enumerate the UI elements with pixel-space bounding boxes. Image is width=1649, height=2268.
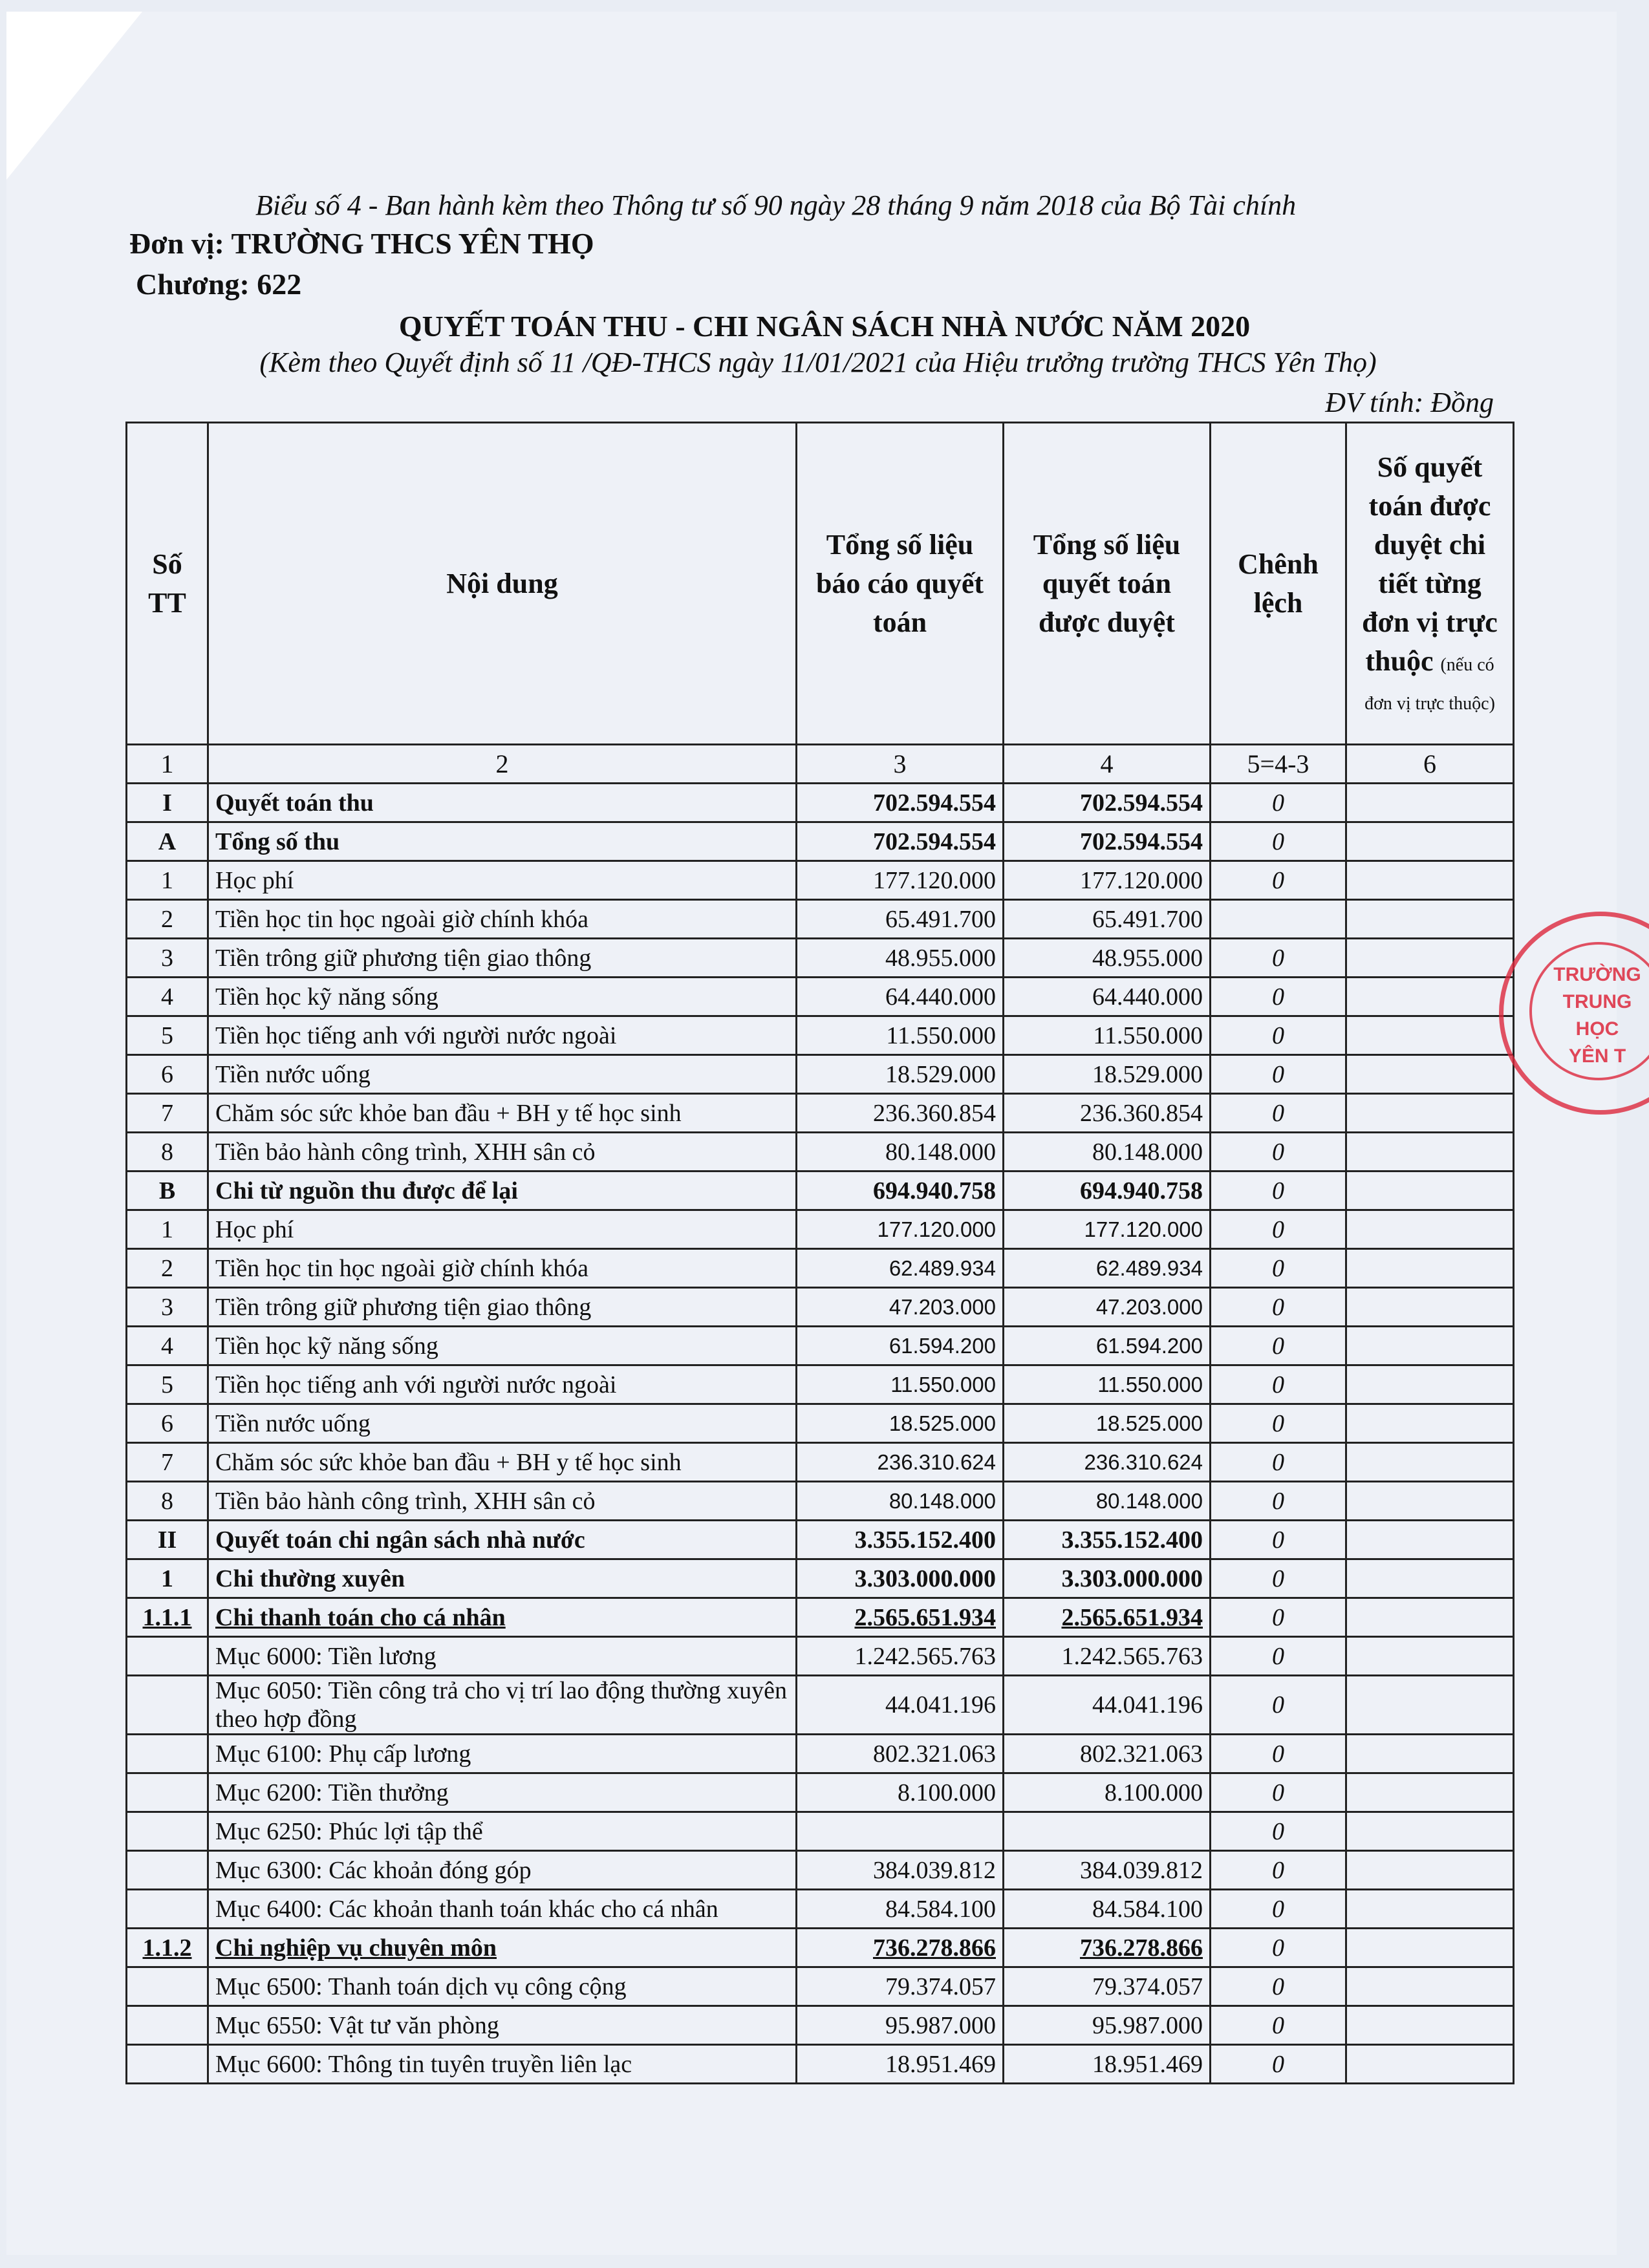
row-stt-cell: A <box>127 822 208 861</box>
row-detail-cell <box>1346 900 1514 939</box>
row-reported-cell: 18.951.469 <box>797 2045 1004 2084</box>
row-approved-cell: 80.148.000 <box>1004 1482 1211 1521</box>
row-approved-cell: 384.039.812 <box>1004 1851 1211 1890</box>
row-diff-cell: 0 <box>1211 822 1346 861</box>
table-row <box>127 1598 1514 1637</box>
row-diff-cell: 0 <box>1211 1443 1346 1482</box>
row-detail-cell <box>1346 1521 1514 1559</box>
row-diff-cell: 0 <box>1211 1288 1346 1327</box>
row-content-cell: Mục 6050: Tiền công trả cho vị trí lao động thường xuyên theo hợp đồng <box>208 1676 797 1735</box>
row-approved-cell: 2.565.651.934 <box>1004 1598 1211 1637</box>
col-header-detail <box>1346 423 1514 745</box>
row-reported-cell: 62.489.934 <box>797 1249 1004 1288</box>
row-approved-cell: 3.303.000.000 <box>1004 1559 1211 1598</box>
row-stt-cell: 1.1.2 <box>127 1929 208 1967</box>
row-approved-cell: 736.278.866 <box>1004 1929 1211 1967</box>
row-content-cell: Tiền nước uống <box>208 1055 797 1094</box>
row-detail-cell <box>1346 1735 1514 1773</box>
row-detail-cell <box>1346 784 1514 822</box>
table-row <box>127 822 1514 861</box>
row-diff-cell: 0 <box>1211 978 1346 1016</box>
row-diff-cell: 0 <box>1211 1016 1346 1055</box>
row-stt-cell: 5 <box>127 1365 208 1404</box>
row-reported-cell: 44.041.196 <box>797 1676 1004 1735</box>
index-cell: 5=4-3 <box>1211 745 1346 784</box>
table-row <box>127 1055 1514 1094</box>
row-content-cell: Tiền học tiếng anh với người nước ngoài <box>208 1016 797 1055</box>
row-content-cell: Mục 6000: Tiền lương <box>208 1637 797 1676</box>
table-row <box>127 1812 1514 1851</box>
row-content-cell: Mục 6200: Tiền thưởng <box>208 1773 797 1812</box>
row-content-cell: Tiền nước uống <box>208 1404 797 1443</box>
row-content-cell: Tiền bảo hành công trình, XHH sân cỏ <box>208 1133 797 1171</box>
row-stt-cell <box>127 1735 208 1773</box>
row-diff-cell: 0 <box>1211 1559 1346 1598</box>
table-row <box>127 1404 1514 1443</box>
row-detail-cell <box>1346 1890 1514 1929</box>
row-content-cell: Chăm sóc sức khỏe ban đầu + BH y tế học sinh <box>208 1094 797 1133</box>
row-detail-cell <box>1346 1598 1514 1637</box>
row-diff-cell: 0 <box>1211 2045 1346 2084</box>
index-cell: 2 <box>208 745 797 784</box>
table-row <box>127 1773 1514 1812</box>
row-diff-cell: 0 <box>1211 1365 1346 1404</box>
row-detail-cell <box>1346 1404 1514 1443</box>
row-content-cell: Mục 6600: Thông tin tuyên truyền liên lạc <box>208 2045 797 2084</box>
row-approved-cell: 802.321.063 <box>1004 1735 1211 1773</box>
row-stt-cell <box>127 1773 208 1812</box>
row-detail-cell <box>1346 1773 1514 1812</box>
row-diff-cell: 0 <box>1211 1735 1346 1773</box>
table-row <box>127 1967 1514 2006</box>
row-reported-cell: 177.120.000 <box>797 861 1004 900</box>
row-stt-cell <box>127 1812 208 1851</box>
row-stt-cell: I <box>127 784 208 822</box>
row-content-cell: Tiền bảo hành công trình, XHH sân cỏ <box>208 1482 797 1521</box>
row-stt-cell: 1 <box>127 1559 208 1598</box>
row-detail-cell <box>1346 1133 1514 1171</box>
row-diff-cell: 0 <box>1211 1967 1346 2006</box>
row-reported-cell: 11.550.000 <box>797 1016 1004 1055</box>
row-detail-cell <box>1346 1929 1514 1967</box>
row-content-cell: Tiền học tiếng anh với người nước ngoài <box>208 1365 797 1404</box>
row-diff-cell: 0 <box>1211 1404 1346 1443</box>
row-reported-cell: 18.529.000 <box>797 1055 1004 1094</box>
row-reported-cell: 61.594.200 <box>797 1327 1004 1365</box>
row-diff-cell: 0 <box>1211 1812 1346 1851</box>
row-reported-cell: 3.355.152.400 <box>797 1521 1004 1559</box>
row-approved-cell: 61.594.200 <box>1004 1327 1211 1365</box>
row-diff-cell: 0 <box>1211 939 1346 978</box>
row-stt-cell: 1.1.1 <box>127 1598 208 1637</box>
table-row <box>127 1851 1514 1890</box>
table-row <box>127 2045 1514 2084</box>
row-reported-cell: 702.594.554 <box>797 784 1004 822</box>
row-approved-cell: 65.491.700 <box>1004 900 1211 939</box>
row-content-cell: Tiền học kỹ năng sống <box>208 978 797 1016</box>
row-approved-cell: 84.584.100 <box>1004 1890 1211 1929</box>
document-title: QUYẾT TOÁN THU - CHI NGÂN SÁCH NHÀ NƯỚC NĂM 2020 <box>398 310 1251 343</box>
table-row <box>127 1133 1514 1171</box>
table-row <box>127 1094 1514 1133</box>
row-diff-cell: 0 <box>1211 1521 1346 1559</box>
row-content-cell: Học phí <box>208 861 797 900</box>
table-row <box>127 1210 1514 1249</box>
row-stt-cell: 7 <box>127 1094 208 1133</box>
table-row <box>127 861 1514 900</box>
col-header-stt: Số TT <box>127 423 208 745</box>
row-stt-cell: B <box>127 1171 208 1210</box>
row-diff-cell: 0 <box>1211 1851 1346 1890</box>
row-reported-cell: 702.594.554 <box>797 822 1004 861</box>
row-detail-cell <box>1346 1482 1514 1521</box>
row-stt-cell: 6 <box>127 1055 208 1094</box>
row-diff-cell: 0 <box>1211 861 1346 900</box>
row-content-cell: Tiền trông giữ phương tiện giao thông <box>208 939 797 978</box>
row-content-cell: Mục 6100: Phụ cấp lương <box>208 1735 797 1773</box>
row-reported-cell: 384.039.812 <box>797 1851 1004 1890</box>
index-cell: 3 <box>797 745 1004 784</box>
table-row <box>127 1929 1514 1967</box>
row-stt-cell: 8 <box>127 1133 208 1171</box>
row-reported-cell: 8.100.000 <box>797 1773 1004 1812</box>
table-row <box>127 1171 1514 1210</box>
row-detail-cell <box>1346 1812 1514 1851</box>
row-diff-cell: 0 <box>1211 1890 1346 1929</box>
row-stt-cell <box>127 1676 208 1735</box>
column-index-row <box>127 745 1514 784</box>
row-approved-cell: 18.525.000 <box>1004 1404 1211 1443</box>
row-approved-cell: 694.940.758 <box>1004 1171 1211 1210</box>
row-approved-cell: 177.120.000 <box>1004 1210 1211 1249</box>
table-header-row <box>127 423 1514 745</box>
row-stt-cell: 4 <box>127 978 208 1016</box>
row-stt-cell <box>127 2006 208 2045</box>
row-detail-cell <box>1346 2006 1514 2045</box>
row-detail-cell <box>1346 1365 1514 1404</box>
row-reported-cell: 48.955.000 <box>797 939 1004 978</box>
row-stt-cell: 5 <box>127 1016 208 1055</box>
row-diff-cell: 0 <box>1211 1133 1346 1171</box>
row-approved-cell: 18.529.000 <box>1004 1055 1211 1094</box>
row-approved-cell <box>1004 1812 1211 1851</box>
row-content-cell: Chi từ nguồn thu được để lại <box>208 1171 797 1210</box>
row-detail-cell <box>1346 1559 1514 1598</box>
row-diff-cell: 0 <box>1211 2006 1346 2045</box>
row-approved-cell: 18.951.469 <box>1004 2045 1211 2084</box>
row-diff-cell: 0 <box>1211 1327 1346 1365</box>
table-row <box>127 1288 1514 1327</box>
col-header-approved: Tổng số liệu quyết toán được duyệt <box>1004 423 1211 745</box>
row-reported-cell <box>797 1812 1004 1851</box>
row-content-cell: Chi thường xuyên <box>208 1559 797 1598</box>
row-approved-cell: 80.148.000 <box>1004 1133 1211 1171</box>
row-stt-cell: 8 <box>127 1482 208 1521</box>
table-row <box>127 1327 1514 1365</box>
row-diff-cell: 0 <box>1211 1094 1346 1133</box>
row-content-cell: Mục 6550: Vật tư văn phòng <box>208 2006 797 2045</box>
row-content-cell: Chăm sóc sức khỏe ban đầu + BH y tế học sinh <box>208 1443 797 1482</box>
table-row <box>127 1735 1514 1773</box>
folded-corner <box>6 12 142 180</box>
row-stt-cell: 2 <box>127 900 208 939</box>
document-subtitle: (Kèm theo Quyết định số 11 /QĐ-THCS ngày 11/01/2021 của Hiệu trưởng trường THCS Yên Thọ) <box>259 347 1377 378</box>
row-reported-cell: 47.203.000 <box>797 1288 1004 1327</box>
row-detail-cell <box>1346 1637 1514 1676</box>
table-row <box>127 1890 1514 1929</box>
row-approved-cell: 62.489.934 <box>1004 1249 1211 1288</box>
row-diff-cell: 0 <box>1211 1773 1346 1812</box>
row-content-cell: Tiền trông giữ phương tiện giao thông <box>208 1288 797 1327</box>
row-stt-cell <box>127 1637 208 1676</box>
form-reference-note: Biểu số 4 - Ban hành kèm theo Thông tư số 90 ngày 28 tháng 9 năm 2018 của Bộ Tài chính <box>255 189 1297 221</box>
table-row <box>127 1365 1514 1404</box>
row-detail-cell <box>1346 861 1514 900</box>
col-header-reported: Tổng số liệu báo cáo quyết toán <box>797 423 1004 745</box>
row-content-cell: Quyết toán thu <box>208 784 797 822</box>
row-detail-cell <box>1346 1676 1514 1735</box>
settlement-table <box>125 422 1514 2084</box>
table-row <box>127 939 1514 978</box>
row-stt-cell: 1 <box>127 861 208 900</box>
row-stt-cell: 4 <box>127 1327 208 1365</box>
row-detail-cell <box>1346 1055 1514 1094</box>
row-diff-cell: 0 <box>1211 784 1346 822</box>
row-diff-cell: 0 <box>1211 1249 1346 1288</box>
row-content-cell: Tiền học tin học ngoài giờ chính khóa <box>208 1249 797 1288</box>
row-reported-cell: 236.360.854 <box>797 1094 1004 1133</box>
row-reported-cell: 84.584.100 <box>797 1890 1004 1929</box>
table-row <box>127 1637 1514 1676</box>
row-detail-cell <box>1346 1288 1514 1327</box>
row-approved-cell: 47.203.000 <box>1004 1288 1211 1327</box>
row-stt-cell: 1 <box>127 1210 208 1249</box>
row-approved-cell: 236.360.854 <box>1004 1094 1211 1133</box>
row-reported-cell: 736.278.866 <box>797 1929 1004 1967</box>
row-content-cell: Mục 6300: Các khoản đóng góp <box>208 1851 797 1890</box>
unit-name: Đơn vị: TRƯỜNG THCS YÊN THỌ <box>129 227 594 260</box>
row-approved-cell: 177.120.000 <box>1004 861 1211 900</box>
table-row <box>127 1676 1514 1735</box>
currency-unit-label: ĐV tính: Đồng <box>1325 387 1494 418</box>
row-content-cell: Quyết toán chi ngân sách nhà nước <box>208 1521 797 1559</box>
row-diff-cell: 0 <box>1211 1210 1346 1249</box>
row-diff-cell: 0 <box>1211 1171 1346 1210</box>
row-stt-cell <box>127 2045 208 2084</box>
row-stt-cell <box>127 1890 208 1929</box>
row-reported-cell: 64.440.000 <box>797 978 1004 1016</box>
row-content-cell: Tiền học kỹ năng sống <box>208 1327 797 1365</box>
row-detail-cell <box>1346 939 1514 978</box>
row-approved-cell: 44.041.196 <box>1004 1676 1211 1735</box>
row-reported-cell: 177.120.000 <box>797 1210 1004 1249</box>
row-stt-cell: 6 <box>127 1404 208 1443</box>
row-reported-cell: 3.303.000.000 <box>797 1559 1004 1598</box>
index-cell: 6 <box>1346 745 1514 784</box>
row-approved-cell: 79.374.057 <box>1004 1967 1211 2006</box>
table-row <box>127 2006 1514 2045</box>
row-content-cell: Chi thanh toán cho cá nhân <box>208 1598 797 1637</box>
row-detail-cell <box>1346 1327 1514 1365</box>
index-cell: 1 <box>127 745 208 784</box>
col-header-detail-note: (nếu có đơn vị trực thuộc) <box>1364 654 1495 714</box>
row-diff-cell: 0 <box>1211 1637 1346 1676</box>
table-row <box>127 784 1514 822</box>
row-diff-cell <box>1211 900 1346 939</box>
row-stt-cell: 2 <box>127 1249 208 1288</box>
row-stt-cell: 3 <box>127 939 208 978</box>
row-content-cell: Mục 6400: Các khoản thanh toán khác cho cá nhân <box>208 1890 797 1929</box>
table-row <box>127 1482 1514 1521</box>
row-reported-cell: 95.987.000 <box>797 2006 1004 2045</box>
stamp-text: TRƯỜNG TRUNG HỌC YÊN T <box>1553 964 1641 1067</box>
row-approved-cell: 702.594.554 <box>1004 784 1211 822</box>
row-reported-cell: 65.491.700 <box>797 900 1004 939</box>
row-detail-cell <box>1346 1210 1514 1249</box>
row-content-cell: Mục 6250: Phúc lợi tập thể <box>208 1812 797 1851</box>
table-row <box>127 1521 1514 1559</box>
chapter-code: Chương: 622 <box>136 268 302 301</box>
row-reported-cell: 11.550.000 <box>797 1365 1004 1404</box>
row-stt-cell: 7 <box>127 1443 208 1482</box>
row-approved-cell: 11.550.000 <box>1004 1016 1211 1055</box>
row-stt-cell <box>127 1967 208 2006</box>
row-approved-cell: 702.594.554 <box>1004 822 1211 861</box>
row-content-cell: Tiền học tin học ngoài giờ chính khóa <box>208 900 797 939</box>
row-detail-cell <box>1346 1016 1514 1055</box>
row-reported-cell: 802.321.063 <box>797 1735 1004 1773</box>
row-reported-cell: 80.148.000 <box>797 1482 1004 1521</box>
row-stt-cell: II <box>127 1521 208 1559</box>
row-approved-cell: 8.100.000 <box>1004 1773 1211 1812</box>
row-approved-cell: 1.242.565.763 <box>1004 1637 1211 1676</box>
row-diff-cell: 0 <box>1211 1598 1346 1637</box>
row-detail-cell <box>1346 2045 1514 2084</box>
row-content-cell: Học phí <box>208 1210 797 1249</box>
row-detail-cell <box>1346 1443 1514 1482</box>
row-approved-cell: 11.550.000 <box>1004 1365 1211 1404</box>
row-detail-cell <box>1346 1171 1514 1210</box>
col-header-content: Nội dung <box>208 423 797 745</box>
row-diff-cell: 0 <box>1211 1482 1346 1521</box>
row-reported-cell: 1.242.565.763 <box>797 1637 1004 1676</box>
row-detail-cell <box>1346 1967 1514 2006</box>
row-approved-cell: 236.310.624 <box>1004 1443 1211 1482</box>
table-row <box>127 1443 1514 1482</box>
row-reported-cell: 18.525.000 <box>797 1404 1004 1443</box>
row-detail-cell <box>1346 978 1514 1016</box>
row-approved-cell: 95.987.000 <box>1004 2006 1211 2045</box>
row-approved-cell: 48.955.000 <box>1004 939 1211 978</box>
col-header-detail-main: Số quyết toán được duyệt chi tiết từng đơn vị trực thuộc <box>1362 451 1498 677</box>
row-detail-cell <box>1346 1851 1514 1890</box>
row-reported-cell: 2.565.651.934 <box>797 1598 1004 1637</box>
table-row <box>127 1016 1514 1055</box>
row-diff-cell: 0 <box>1211 1929 1346 1967</box>
row-diff-cell: 0 <box>1211 1055 1346 1094</box>
row-approved-cell: 64.440.000 <box>1004 978 1211 1016</box>
col-header-diff: Chênh lệch <box>1211 423 1346 745</box>
row-detail-cell <box>1346 1249 1514 1288</box>
row-approved-cell: 3.355.152.400 <box>1004 1521 1211 1559</box>
table-row <box>127 1559 1514 1598</box>
row-content-cell: Mục 6500: Thanh toán dịch vụ công cộng <box>208 1967 797 2006</box>
row-stt-cell: 3 <box>127 1288 208 1327</box>
index-cell: 4 <box>1004 745 1211 784</box>
row-reported-cell: 236.310.624 <box>797 1443 1004 1482</box>
row-reported-cell: 79.374.057 <box>797 1967 1004 2006</box>
table-row <box>127 900 1514 939</box>
row-content-cell: Tổng số thu <box>208 822 797 861</box>
row-stt-cell <box>127 1851 208 1890</box>
row-content-cell: Chi nghiệp vụ chuyên môn <box>208 1929 797 1967</box>
row-detail-cell <box>1346 822 1514 861</box>
table-row <box>127 978 1514 1016</box>
row-diff-cell: 0 <box>1211 1676 1346 1735</box>
table-row <box>127 1249 1514 1288</box>
row-detail-cell <box>1346 1094 1514 1133</box>
row-reported-cell: 694.940.758 <box>797 1171 1004 1210</box>
row-reported-cell: 80.148.000 <box>797 1133 1004 1171</box>
